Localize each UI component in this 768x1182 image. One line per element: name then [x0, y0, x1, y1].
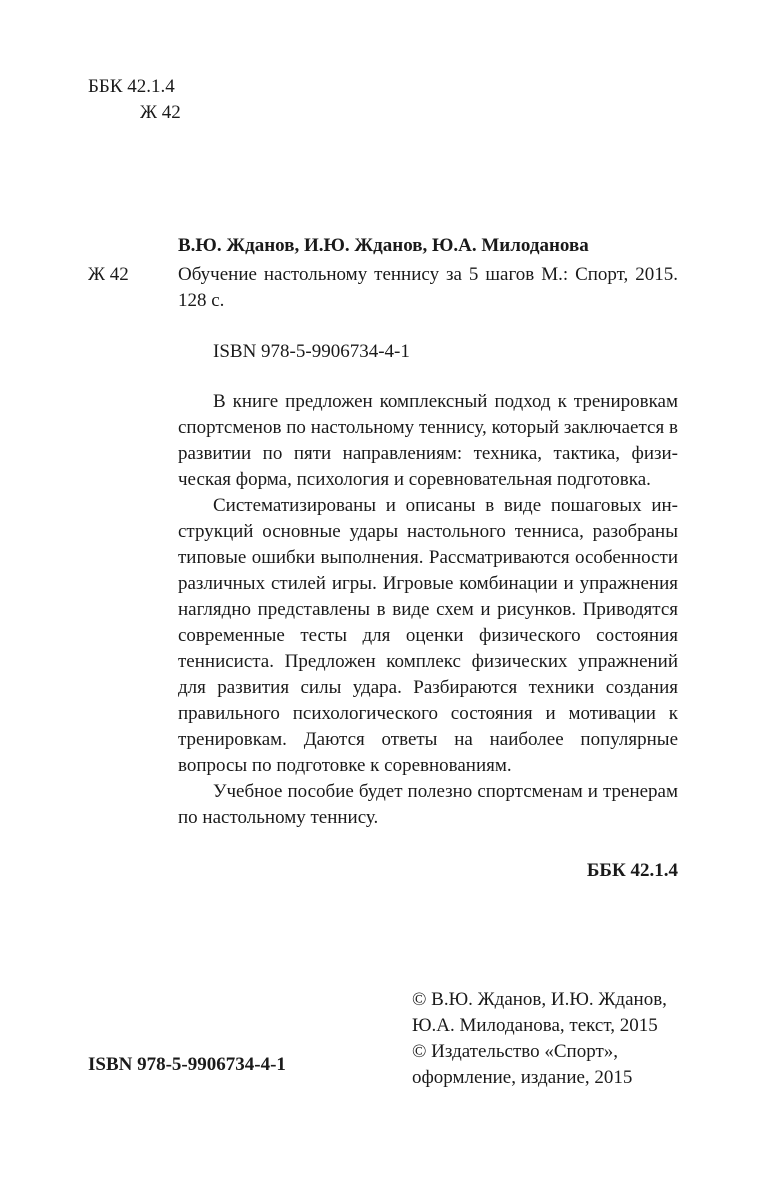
title-line: Обучение настольному теннису за 5 шагов М.: Спорт, 2015. 128 с. — [178, 264, 678, 311]
annotation-paragraph: В книге предложен комплексный подход к тренировкам спортсменов по настольному теннису, который заключается в развитии по пяти направлениям: техника, тактика, физическая форма, психология и соревновательная подготовка. — [178, 391, 678, 490]
annotation-paragraph: Учебное пособие будет полезно спортсменам и тренерам по настольному теннису. — [178, 781, 678, 828]
annotation — [178, 389, 678, 831]
bbk-code-bottom: ББК 42.1.4 — [586, 860, 678, 881]
annotation-paragraph: Систематизированы и описаны в виде пошаговых инструкций основные удары настольного тенниса, разобраны типовые ошибки выполнения. Рассматриваются особенности различных стилей игры. Игровые комбинации и упражнения наглядно представлены в виде схем и рисунков. Приводятся современные тесты для оценки физического состояния теннисиста. Предложен комплекс физических упражнений для развития силы удара. Разбираются техники создания правильного психологического состояния и мотивации к тренировкам. Даются ответы на наиболее популярные вопросы по подготовке к соревнованиям. — [178, 495, 678, 776]
bbk-code-top: ББК 42.1.4 — [88, 76, 175, 97]
isbn-record: ISBN 978-5-9906734-4-1 — [213, 341, 410, 362]
copyright-line: © В.Ю. Жданов, И.Ю. Жданов, — [412, 989, 667, 1010]
copyright-line: оформление, издание, 2015 — [412, 1067, 633, 1088]
copyright-block — [412, 987, 680, 1091]
author-mark: Ж 42 — [88, 264, 129, 285]
isbn-footer: ISBN 978-5-9906734-4-1 — [88, 1054, 286, 1075]
author-mark-top: Ж 42 — [140, 102, 181, 123]
authors-line: В.Ю. Жданов, И.Ю. Жданов, Ю.А. Милоданова — [178, 235, 589, 256]
copyright-line: Ю.А. Милоданова, текст, 2015 — [412, 1015, 658, 1036]
bbk-header — [88, 74, 181, 126]
copyright-line: © Издательство «Спорт», — [412, 1041, 619, 1062]
